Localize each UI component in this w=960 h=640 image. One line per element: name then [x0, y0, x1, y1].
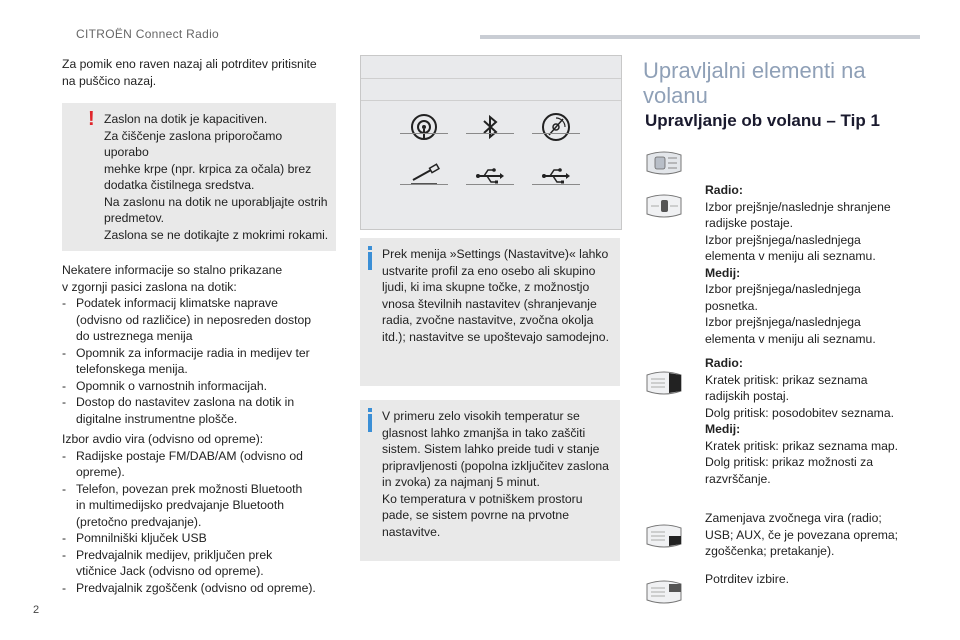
divider: [400, 133, 448, 134]
text-line: na puščico nazaj.: [62, 73, 157, 88]
text-line: pripravljenosti (popolna izključitev zaslona: [382, 458, 609, 473]
list-dash: -: [62, 448, 67, 463]
list-item: [62, 378, 345, 395]
heading-line: volanu: [643, 83, 708, 108]
text-line: (pretočno predvajanje).: [76, 514, 202, 529]
text-line: Ko temperatura v potniškem prostoru: [382, 491, 583, 506]
list-dash: -: [62, 580, 67, 595]
steering-control-press-icon: [641, 367, 687, 399]
steering-control-overview-icon: [641, 147, 687, 179]
text-line: Izbor prejšnjega/naslednjega: [705, 282, 861, 296]
text-line: opreme).: [76, 465, 125, 479]
text-line: Kratek pritisk: prikaz seznama: [705, 372, 868, 387]
steering-control-scroll-icon: [641, 190, 687, 222]
divider: [532, 184, 580, 185]
text-line: glasnost lahko zmanjša in tako zaščiti: [382, 425, 586, 440]
text-line: Radijske postaje FM/DAB/AM (odvisno od: [76, 448, 303, 463]
text-line: Na zaslonu na dotik ne uporabljajte ostrih: [104, 194, 328, 209]
text-line: Zaslona se ne dotikajte z mokrimi rokami.: [104, 227, 329, 242]
text-line: razvrščanje.: [705, 471, 771, 486]
info-note-temperature: [360, 400, 620, 561]
header-rule: [480, 35, 920, 39]
warning-icon: !: [88, 108, 95, 130]
text-line: Medij:: [705, 422, 741, 436]
divider: [361, 100, 621, 101]
list-dash: -: [62, 547, 67, 562]
text-line: Nekatere informacije so stalno prikazane: [62, 263, 283, 277]
list-dash: -: [62, 481, 67, 496]
list-item: [62, 580, 345, 597]
source-screen-figure: [360, 55, 622, 230]
text-line: Dostop do nastavitev zaslona na dotik in: [76, 395, 295, 409]
text-line: Radio:: [705, 183, 743, 197]
text-line: Opomnik o varnostnih informacijah.: [76, 378, 268, 393]
usb-icon[interactable]: [533, 154, 579, 200]
text-line: digitalne instrumentne plošče.: [76, 411, 238, 426]
text-line: mehke krpe (npr. krpica za očala) brez: [104, 161, 312, 176]
divider: [361, 78, 621, 79]
info-paragraph: [62, 262, 345, 427]
list-item: [62, 481, 345, 531]
list-item: [62, 530, 345, 547]
text-line: radia, zvočne nastavitve, zvočna okolja: [382, 313, 594, 327]
text-line: dodatka čistilnega sredstva.: [104, 178, 255, 192]
text-line: V primeru zelo visokih temperatur se: [382, 409, 580, 423]
text-line: itd.); nastavitve se upoštevajo samodejno.: [382, 329, 609, 344]
audio-source-paragraph: [62, 431, 345, 596]
control-description: [705, 355, 915, 487]
text-line: Izbor avdio vira (odvisno od opreme):: [62, 432, 264, 446]
warning-text: [104, 111, 330, 243]
section-heading: [643, 58, 923, 108]
text-line: do ustreznega menija: [76, 329, 193, 343]
info-note-settings: [360, 238, 620, 386]
text-line: Izbor prejšnje/naslednje shranjene: [705, 199, 891, 214]
text-line: v zgornji pasici zaslona na dotik:: [62, 279, 237, 294]
text-line: (odvisno od različice) in neposreden dostop: [76, 312, 312, 327]
info-icon: [368, 252, 372, 270]
heading-line: Upravljalni elementi na: [643, 58, 866, 83]
note-text: [382, 246, 614, 345]
usb-icon[interactable]: [467, 154, 513, 200]
jack-icon[interactable]: [401, 154, 447, 200]
list-dash: -: [62, 531, 67, 545]
page-header-title: CITROËN Connect Radio: [76, 27, 220, 41]
text-line: posnetka.: [705, 298, 758, 313]
intro-paragraph: [62, 56, 345, 89]
divider: [466, 184, 514, 185]
steering-control-source-icon: [641, 520, 687, 552]
list-dash: -: [62, 378, 67, 393]
text-line: in multimedijsko predvajanje Bluetooth: [76, 498, 284, 512]
text-line: sistem. Sistem lahko preide tudi v stanje: [382, 442, 600, 456]
text-line: Telefon, povezan prek možnosti Bluetooth: [76, 481, 303, 496]
text-line: Dolg pritisk: posodobitev seznama.: [705, 405, 895, 420]
text-line: Dolg pritisk: prikaz možnosti za: [705, 455, 873, 469]
text-line: Pomnilniški ključek USB: [76, 531, 207, 545]
text-line: pade, se sistem povrne na prvotne: [382, 508, 569, 522]
text-line: USB; AUX, če je povezana oprema;: [705, 527, 899, 542]
text-line: Kratek pritisk: prikaz seznama map.: [705, 438, 899, 453]
text-line: Predvajalnik zgoščenk (odvisno od opreme).: [76, 580, 316, 595]
divider: [466, 133, 514, 134]
text-line: Za čiščenje zaslona priporočamo uporabo: [104, 128, 283, 159]
text-line: ljudi, ki ima skupne točke, z možnostjo: [382, 280, 590, 294]
text-line: ustvarite profil za eno osebo ali skupino: [382, 263, 596, 278]
bluetooth-icon[interactable]: [467, 106, 513, 152]
page-number: 2: [33, 604, 40, 616]
text-line: Podatek informacij klimatske naprave: [76, 296, 278, 310]
text-line: radijskih postaj.: [705, 389, 789, 403]
text-line: Zaslon na dotik je kapacitiven.: [104, 112, 268, 126]
list-dash: -: [62, 296, 67, 310]
text-line: in zvoka) za najmanj 5 minut.: [382, 475, 540, 489]
text-line: Radio:: [705, 356, 743, 370]
divider: [532, 133, 580, 134]
text-line: nastavitve.: [382, 524, 441, 539]
text-line: vnosa številnih nastavitev (shranjevanje: [382, 296, 597, 311]
list-item: [62, 345, 345, 378]
text-line: zgoščenka; pretakanje).: [705, 544, 835, 558]
text-line: vtičnice Jack (odvisno od opreme).: [76, 564, 264, 578]
list-item: [62, 295, 345, 345]
list-item: [62, 547, 345, 580]
list-dash: -: [62, 395, 67, 409]
info-icon: [368, 414, 372, 432]
divider: [400, 184, 448, 185]
list-item: [62, 448, 345, 481]
text-line: Opomnik za informacije radia in medijev ter: [76, 345, 310, 360]
subsection-heading: Upravljanje ob volanu – Tip 1: [645, 111, 880, 130]
text-line: Zamenjava zvočnega vira (radio;: [705, 511, 882, 525]
radio-icon[interactable]: [401, 106, 447, 152]
text-line: elementa v meniju ali seznamu.: [705, 331, 876, 346]
text-line: Za pomik eno raven nazaj ali potrditev pritisnite: [62, 57, 317, 71]
warning-box: [62, 103, 336, 251]
text-line: telefonskega menija.: [76, 362, 188, 376]
text-line: Predvajalnik medijev, priključen prek: [76, 547, 273, 562]
text-line: Izbor prejšnjega/naslednjega: [705, 315, 861, 329]
text-line: radijske postaje.: [705, 216, 794, 230]
text-line: Izbor prejšnjega/naslednjega: [705, 232, 861, 247]
text-line: Medij:: [705, 265, 741, 280]
control-description: [705, 571, 915, 588]
control-description: [705, 510, 915, 560]
text-line: predmetov.: [104, 211, 165, 225]
note-text: [382, 408, 614, 540]
steering-control-confirm-icon: [641, 576, 687, 608]
text-line: Potrditev izbire.: [705, 572, 789, 586]
list-item: [62, 394, 345, 427]
text-line: elementa v meniju ali seznamu.: [705, 249, 876, 263]
control-description: [705, 182, 915, 347]
list-dash: -: [62, 345, 67, 360]
text-line: Prek menija »Settings (Nastavitve)« lahko: [382, 247, 609, 261]
cd-icon[interactable]: [533, 106, 579, 152]
